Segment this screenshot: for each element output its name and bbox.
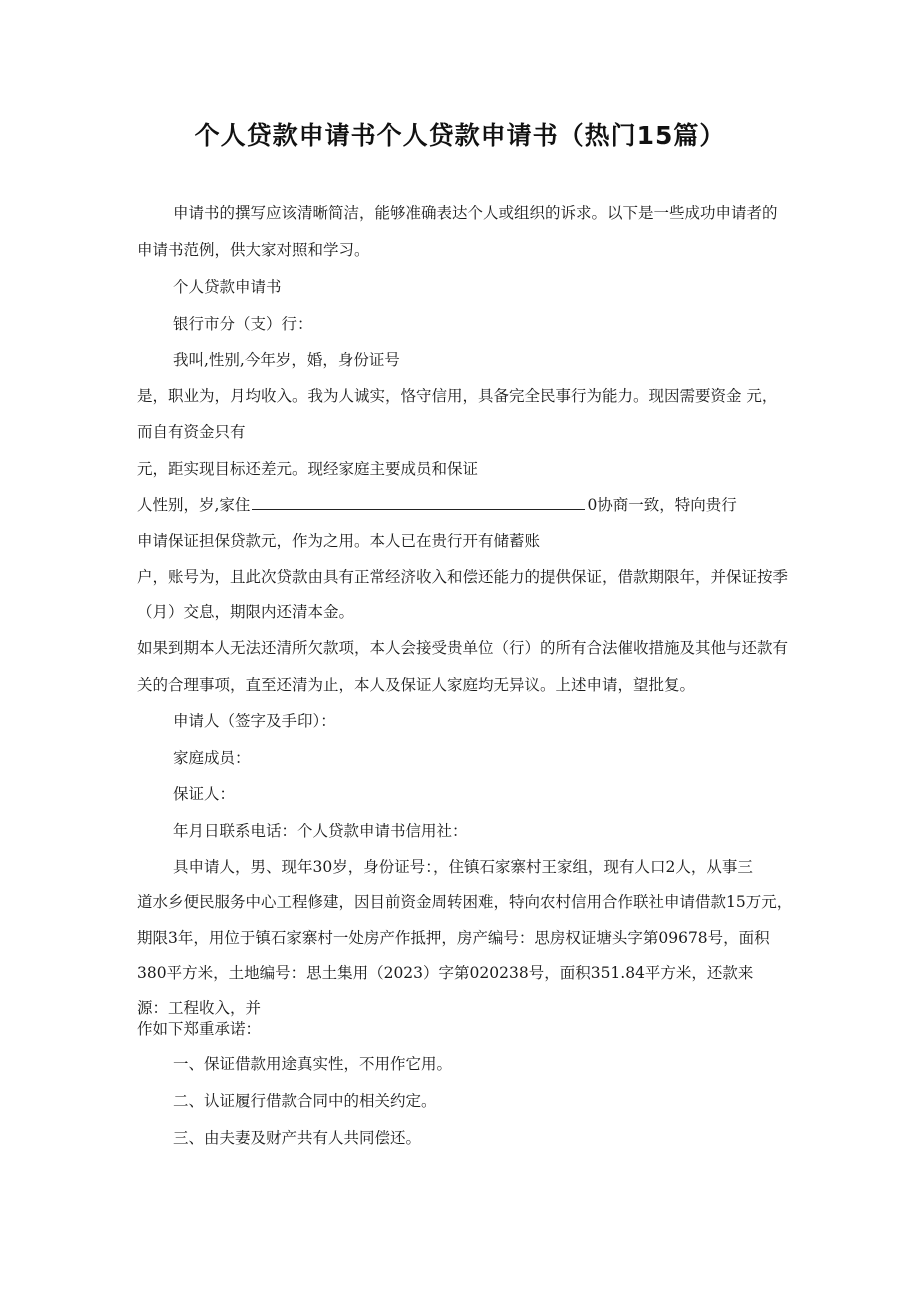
paragraph-line: 而自有资金只有: [137, 423, 246, 441]
paragraph-fragment: 人性别，岁,家住: [137, 496, 251, 514]
section-heading: 个人贷款申请书: [173, 278, 282, 296]
paragraph-line: 作如下郑重承诺：: [137, 1020, 262, 1038]
paragraph-line: 年月日联系电话：个人贷款申请书信用社：: [173, 822, 468, 840]
paragraph-line: 是，职业为，月均收入。我为人诚实，恪守信用，具备完全民事行为能力。现因需要资金 元，: [137, 387, 778, 405]
signature-field: 保证人：: [173, 785, 236, 803]
paragraph-line: 如果到期本人无法还清所欠款项，本人会接受贵单位（行）的所有合法催收措施及其他与还款有: [137, 639, 789, 657]
paragraph-line: 源：工程收入，并: [137, 999, 262, 1017]
salutation: 银行市分（支）行：: [173, 315, 313, 333]
paragraph-line: 申请保证担保贷款元，作为之用。本人已在贵行开有储蓄账: [137, 532, 541, 550]
paragraph-line: 申请书范例，供大家对照和学习。: [137, 241, 370, 259]
pledge-item: 一、保证借款用途真实性，不用作它用。: [173, 1055, 453, 1073]
paragraph-line: 期限3年，用位于镇石家寨村一处房产作抵押，房产编号：思房权证塘头字第09678号，面积: [137, 929, 770, 947]
paragraph-fragment: 0协商一致，特向贵行: [587, 496, 737, 514]
paragraph-line: 380平方米，土地编号：思土集用（2023）字第020238号，面积351.84平方米，还款来: [137, 964, 754, 982]
paragraph-line: （月）交息，期限内还清本金。: [137, 603, 355, 621]
paragraph-line: 元，距实现目标还差元。现经家庭主要成员和保证: [137, 460, 479, 478]
fill-in-blank: [252, 495, 585, 510]
pledge-item: 二、认证履行借款合同中的相关约定。: [173, 1092, 437, 1110]
signature-field: 申请人（签字及手印）：: [173, 712, 336, 730]
paragraph-line: 户，账号为，且此次贷款由具有正常经济收入和偿还能力的提供保证，借款期限年，并保证按季: [137, 568, 789, 586]
paragraph-line: 道水乡便民服务中心工程修建，因目前资金周转困难，特向农村信用合作联社申请借款15万元，: [137, 893, 793, 911]
paragraph-line: 关的合理事项，直至还清为止，本人及保证人家庭均无异议。上述申请，望批复。: [137, 676, 696, 694]
paragraph-line: 申请书的撰写应该清晰简洁，能够准确表达个人或组织的诉求。以下是一些成功申请者的: [173, 204, 778, 222]
signature-field: 家庭成员：: [173, 749, 251, 767]
document-title: 个人贷款申请书个人贷款申请书（热门15篇）: [194, 121, 726, 150]
paragraph-line-with-blank: [137, 495, 737, 515]
paragraph-line: 具申请人，男、现年30岁，身份证号：，住镇石家寨村王家组，现有人口2人，从事三: [173, 858, 753, 876]
pledge-item: 三、由夫妻及财产共有人共同偿还。: [173, 1129, 422, 1147]
paragraph-line: 我叫,性别,今年岁，婚，身份证号: [173, 351, 400, 369]
